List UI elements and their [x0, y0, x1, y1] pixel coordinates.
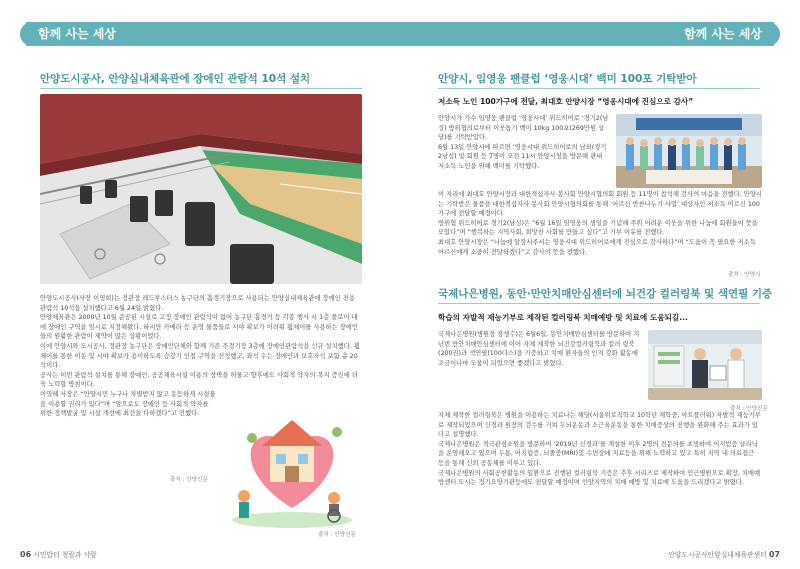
page-number: 07	[768, 550, 780, 559]
footer-text: 안양도시공사안양실내체육관센터	[668, 551, 767, 559]
section-banner	[400, 22, 774, 46]
paragraph: 자체 제작한 컬러링북은 병원을 이용하는 치료나는 해당(서울위로직학교 10학년 재학중, 아트플러워) 자발적 재능기부로 제작되었으며 신경과 원장의 검수를 거쳐 두뇌운동과 소근육운동을 통한 치매증상의 진행을 완화해 주는 효과가 있다고 설명했다.	[438, 412, 761, 439]
article-subtitle: 저소득 노인 100가구에 전달, 최대호 안양시장 “영웅시대에 진심으로 감사”	[438, 97, 694, 106]
paragraph: 방위협 위드히어로 경기2(남성)은 “6월 16일 임영웅의 생일을 기념해 주위 어려운 이웃을 위한 나눔에 회원들이 뜻을 모았다”며 “행복하는 지역사회, 희망찬 사회를 만들고 싶다”고 기부 이유를 전했다.	[438, 219, 758, 237]
hospital-photo	[648, 330, 762, 400]
paragraph: 안양도시공사(사장 이영희)는 정관장 레드부스터스 농구단의 홈경기장으로 사용되는 안양실내체육관에 장애인 전용 관람석 10석을 설치했다고 6월 24일 밝혔다.	[40, 295, 355, 312]
right-page	[400, 0, 800, 569]
paragraph: 국제나은병원(병원장 장생수)은 6월6일, 동안치매안심센터를 방문하여 지난번 만안치매안심센터에 이어 자체 제작한 뇌건강컬러링북과 컬러 링북(200권)과 색연필(100다스)을 기증하고 치매 환자들의 인지 강화 활동에 조금이나마 도움이 되었으면 좋겠다고 밝혔다.	[438, 331, 640, 367]
article-body	[438, 114, 610, 172]
paragraph: 이 자리에 최대호 안양시장과 대한적십자사 봉사회 안양시협의회 회원 등 11명이 참석해 감사의 마음을 전했다. 안양시는 기탁받은 물품을 대한적십자사 봉사회 안양시협의회를 통해 ‘어르신 반찬나누기 사업’ 대상자인 저소득 어르신 100가구에 전달할 예정이다.	[438, 191, 762, 218]
article-title: 국제나은병원, 동안·만안치매안심센터에 뇌건강 컬러링북 및 색연필 기증	[438, 288, 773, 300]
article-title: 안양시, 임영웅 팬클럽 ‘영웅시대’ 백미 100포 기탁받아	[438, 73, 697, 85]
article-title: 안양도시공사, 안양실내체육관에 장애인 관람석 10석 설치	[40, 73, 311, 85]
photo-credit: 출처 : 안양신문	[730, 406, 768, 412]
photo-credit: 출처 : 안양신문	[170, 477, 208, 483]
section-title: 함께 사는 세상	[684, 27, 762, 41]
page-number: 06	[20, 550, 32, 559]
illustration-credit: 출처 : 안양신문	[318, 532, 356, 538]
paragraph: 이에 안양시와 도시공사, 정관장 농구단은 장애인단체와 함께 기존 주경기장 3층에 장애인관람석을 신규 설치했다. 휠체어를 통한 이동 및 시야 확보가 용이하도록 승강기 인접 구역을 선정했고, 좌석 수는 장애인과 보호자석 포함 총 20석이다.	[40, 342, 360, 370]
paragraph: 이영혜 사장은 “안양시민 누구나 차별받지 않고 동등하게 시설물을 이용할 권리가 있다”며 “앞으로도 장애인 등 사회적 약자를 위한 정책발굴 및 시설 개선에 최선을 다하겠다”고 전했다.	[40, 390, 216, 418]
illustration	[222, 408, 362, 528]
section-title: 함께 사는 세상	[38, 27, 116, 41]
donation-photo	[616, 114, 762, 188]
footer-text: 시민밥터 청람과 사람	[33, 551, 97, 559]
paragraph: 국제나은병원의 사회공헌활동의 일환으로 진행된 컬러링북 기증은 추후 시리즈로 제작하여 인근병원으로 확장, 치매예방센터 도시는 정기요양기관등에도 전달할 예정이며 인양지역의 치매 예방 및 치료에 도움을 드리겠다고 밝혔다.	[438, 469, 761, 487]
arena-photo	[40, 94, 362, 284]
paragraph: 공사는 이번 관람석 설치를 통해 장애인, 공공체육시설 이용의 장벽을 허물고 향후에도 사회적 약자의 복지 증진에 더욱 노력할 방침이다.	[40, 371, 358, 389]
page-footer	[668, 549, 780, 559]
photo-credit: 출처 : 안양시	[728, 272, 761, 278]
paragraph: 안양체육관은 2000년 10월 준공된 시설로 고정 장애인 관람석이 없어 농구단 홈경기 등 각종 행사 시 1층 플로어 내에 장애인 구역을 임시로 지정해왔다. 하지만 카메라 등 운영 물품들로 시야 확보가 어려워 휠체어를 사용하는 장애인들의 원활한 관람이 제약이 많은 상황이었다.	[40, 314, 358, 341]
article-body-continued	[438, 190, 762, 257]
article-body-continued	[438, 411, 762, 488]
article-body	[438, 330, 642, 368]
page-footer	[20, 549, 97, 559]
paragraph: 6월 13일 안양시에 따르면 ‘영웅시대 위드히어로의 남외(경기2남성) 및 회원 등 7명이 오전 11시 안양시청을 방문해 관내 저소득 노인을 위해 백미를 기탁했다.	[438, 143, 607, 170]
paragraph: 국제나은병원은 적극관심소원을 방문하며 ‘2019년 신경과’를 개설한 이후 2명의 전문의를 초빙하여 어지럼증 클리닉을 운영해오고 있으며 두통, 어지럼증, 뇌졸중(MRI)및 수면장애 치료등을 위해 노력하고 있고 특히 지역 내 의료접근 등을 통해 신뢰 공동체를 이루고 있다.	[438, 440, 758, 467]
article-subtitle: 학습의 자발적 재능기부로 제작된 컬러링북 치매예방 및 치료에 도움되길...	[438, 313, 688, 322]
article-body	[40, 294, 362, 419]
section-banner	[26, 22, 400, 46]
paragraph: 최대호 안양시장은 “나눔에 앞장서주시는 영웅시대 위드히어로에게 진심으로 감사하다”며 “도움이 꼭 필요한 저소득 어르신에게 소중히 전달하겠다”고 감사의 뜻을 전했다.	[438, 238, 756, 256]
paragraph: 안양시가 가수 임영웅 팬클럽 ‘영웅시대’ 위드히어로 ‘경기2(남성) 방위협의로부터 이웃돕기 백미 10kg 100포(269만원 상당)를 기탁받았다.	[438, 115, 609, 142]
